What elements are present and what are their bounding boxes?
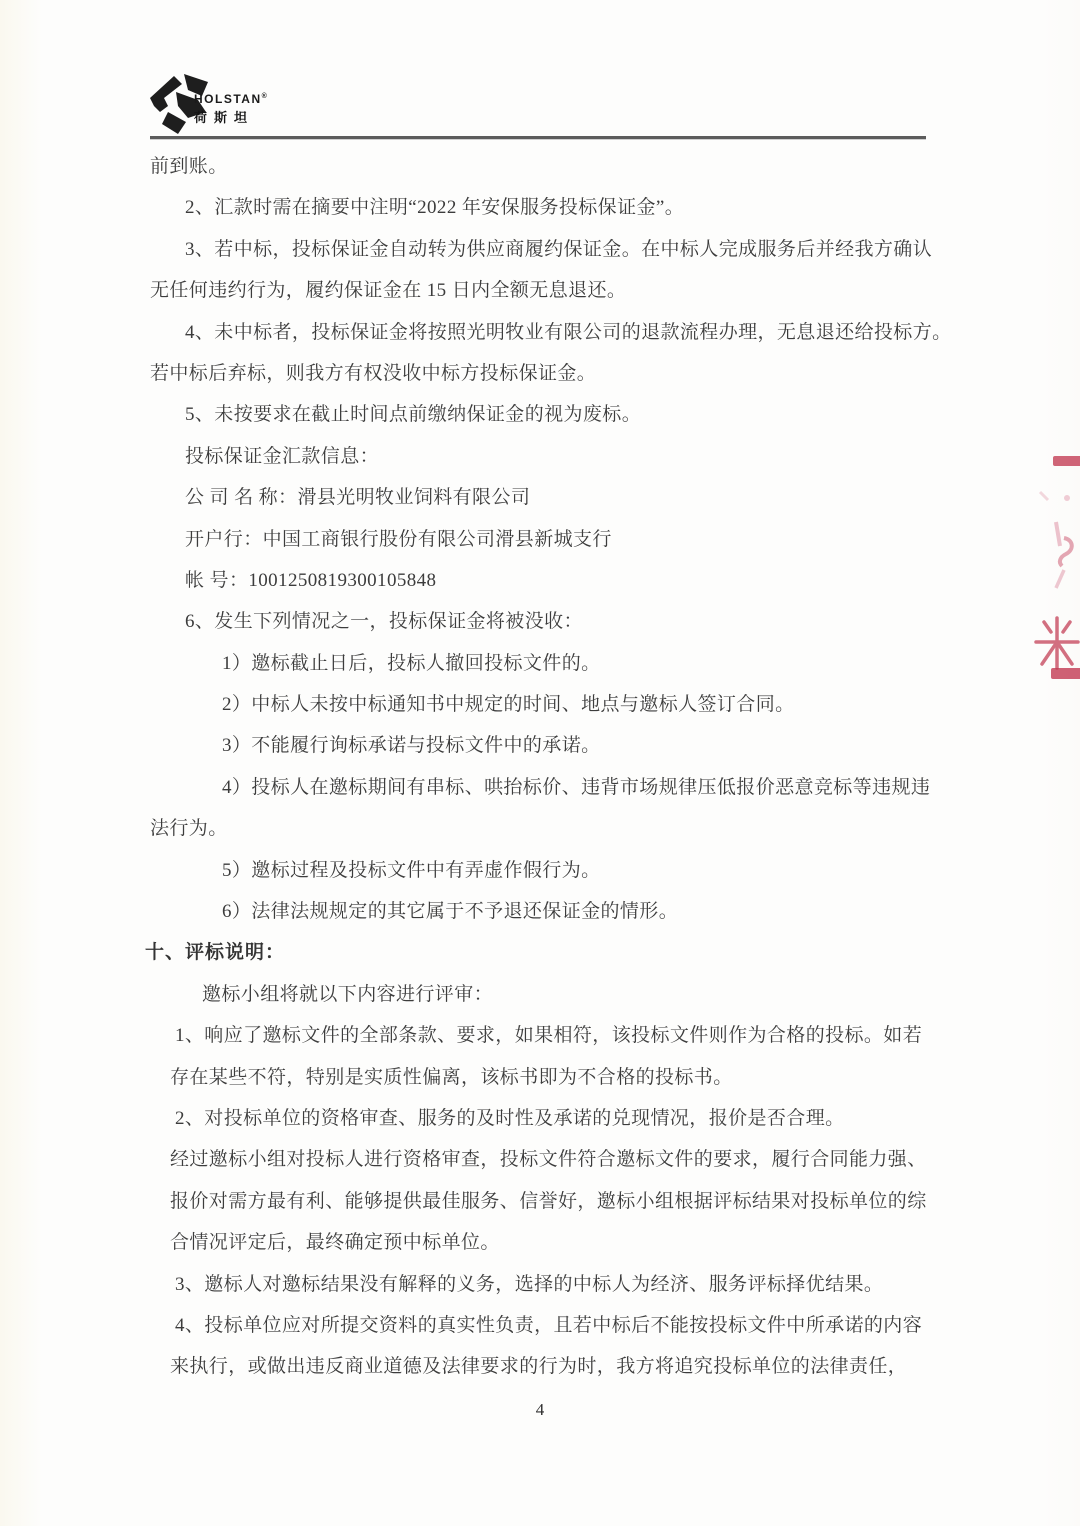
text-line: 3、邀标人对邀标结果没有解释的义务，选择的中标人为经济、服务评标择优结果。: [175, 1273, 884, 1295]
text-line: 4、投标单位应对所提交资料的真实性负责，且若中标后不能按投标文件中所承诺的内容: [175, 1314, 923, 1336]
holstan-letterhead: [148, 70, 348, 140]
logo-brand: [194, 92, 267, 106]
text-line: 2、对投标单位的资格审查、服务的及时性及承诺的兑现情况，报价是否合理。: [175, 1107, 845, 1129]
text-line: 存在某些不符，特别是实质性偏离，该标书即为不合格的投标书。: [170, 1066, 733, 1088]
text-line: 1、响应了邀标文件的全部条款、要求，如果相符，该投标文件则作为合格的投标。如若: [175, 1025, 923, 1047]
text-line: 前到账。: [150, 156, 228, 177]
remit-info-title: 投标保证金汇款信息：: [185, 445, 380, 467]
text-line: 邀标小组将就以下内容进行评审：: [202, 983, 494, 1005]
text-line: 5、未按要求在截止时间点前缴纳保证金的视为废标。: [185, 404, 642, 426]
text-line: 1）邀标截止日后，投标人撤回投标文件的。: [222, 652, 601, 674]
text-line: 来执行，或做出违反商业道德及法律要求的行为时，我方将追究投标单位的法律责任，: [170, 1356, 908, 1378]
page-number: 4: [535, 1399, 545, 1419]
text-line: 法行为。: [150, 818, 228, 840]
company-name-line: 公 司 名 称：滑县光明牧业饲料有限公司: [185, 487, 531, 509]
text-line: 若中标后弃标，则我方有权没收中标方投标保证金。: [150, 362, 597, 384]
document-body: [145, 146, 952, 1420]
text-line: 报价对需方最有利、能够提供最佳服务、信誉好，邀标小组根据评标结果对投标单位的综: [170, 1190, 927, 1212]
text-line: 2、汇款时需在摘要中注明“2022 年安保服务投标保证金”。: [185, 197, 685, 219]
text-line: 无任何违约行为，履约保证金在 15 日内全额无息退还。: [150, 280, 627, 302]
logo-text: [194, 92, 267, 126]
text-line: 4）投标人在邀标期间有串标、哄抬标价、违背市场规律压低报价恶意竞标等违规违: [222, 776, 931, 798]
text-line: 6）法律法规规定的其它属于不予退还保证金的情形。: [222, 901, 679, 923]
logo-brand-chinese: 荷斯坦: [194, 110, 255, 125]
registered-mark-icon: ®: [261, 93, 267, 100]
letterhead-rule: [150, 136, 926, 140]
text-line: 6、发生下列情况之一，投标保证金将被没收：: [185, 611, 583, 633]
text-line: 经过邀标小组对投标人进行资格审查，投标文件符合邀标文件的要求，履行合同能力强、: [170, 1149, 927, 1171]
text-line: 5）邀标过程及投标文件中有弄虚作假行为。: [222, 859, 601, 881]
logo-brand-latin: HOLSTAN: [194, 92, 262, 106]
text-line: 4、未中标者，投标保证金将按照光明牧业有限公司的退款流程办理，无息退还给投标方。: [185, 321, 952, 343]
bank-line: 开户行：中国工商银行股份有限公司滑县新城支行: [185, 528, 612, 550]
text-line: 3、若中标，投标保证金自动转为供应商履约保证金。在中标人完成服务后并经我方确认: [185, 238, 933, 260]
text-line: 合情况评定后，最终确定预中标单位。: [170, 1232, 500, 1254]
text-line: 3）不能履行询标承诺与投标文件中的承诺。: [222, 735, 601, 757]
section-heading: 十、评标说明：: [145, 942, 286, 964]
text-line: 2）中标人未按中标通知书中规定的时间、地点与邀标人签订合同。: [222, 694, 795, 716]
account-number-line: 帐 号：1001250819300105848: [185, 569, 437, 591]
red-seal-stamp-icon: [1034, 440, 1080, 680]
